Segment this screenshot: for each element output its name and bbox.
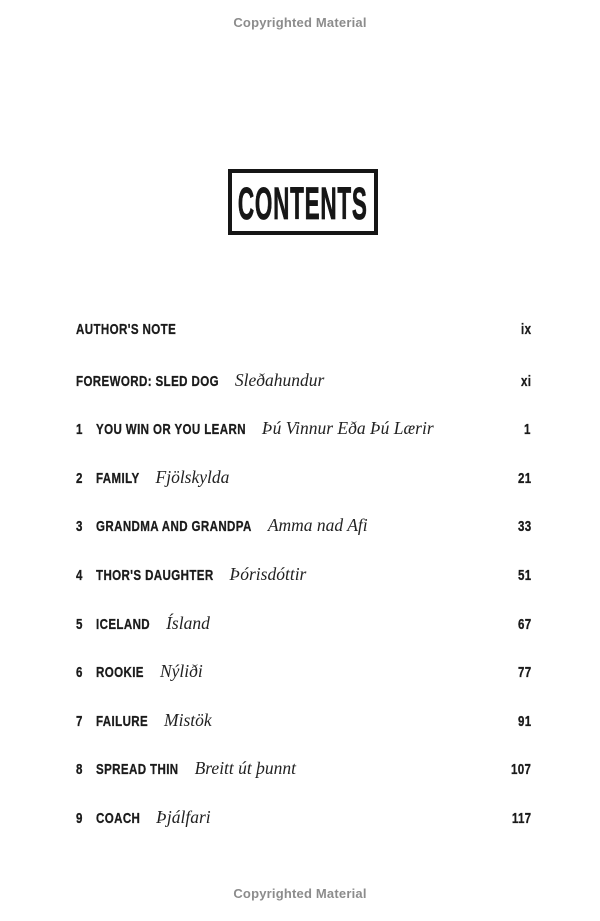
chapter-number: 4 xyxy=(76,566,83,584)
toc-entry xyxy=(76,613,531,662)
toc-entry xyxy=(76,467,531,516)
page-number: xi xyxy=(520,372,531,390)
page-number: ix xyxy=(520,321,531,338)
toc-entry xyxy=(76,807,531,856)
toc-entry xyxy=(76,370,531,419)
toc-entry xyxy=(76,758,531,807)
chapter-title: GRANDMA AND GRANDPA xyxy=(96,518,252,536)
chapter-title: AUTHOR'S NOTE xyxy=(76,321,177,338)
page-number: 1 xyxy=(524,421,531,439)
chapter-number: 3 xyxy=(76,518,83,536)
chapter-subtitle-icelandic: Ísland xyxy=(166,612,210,633)
chapter-number: 6 xyxy=(76,664,83,682)
copyright-notice-top: Copyrighted Material xyxy=(233,15,367,30)
page-number: 33 xyxy=(517,518,531,536)
chapter-number: 5 xyxy=(76,615,83,633)
chapter-subtitle-icelandic: Amma nad Afi xyxy=(267,515,368,536)
chapter-subtitle-icelandic: Fjölskylda xyxy=(155,466,230,487)
chapter-number: 9 xyxy=(76,809,83,827)
chapter-title: ROOKIE xyxy=(96,664,144,682)
chapter-title: YOU WIN OR YOU LEARN xyxy=(96,421,246,439)
page-number: 51 xyxy=(517,566,531,584)
chapter-number: 8 xyxy=(76,761,83,779)
chapter-number: 7 xyxy=(76,712,83,730)
chapter-number: 1 xyxy=(76,421,83,439)
toc-entry xyxy=(76,710,531,759)
chapter-title: ICELAND xyxy=(96,615,151,633)
page-number: 77 xyxy=(517,664,531,682)
chapter-subtitle-icelandic: Sleðahundur xyxy=(234,369,325,390)
toc-entry xyxy=(76,418,531,467)
page-number: 21 xyxy=(517,469,531,487)
chapter-title: SPREAD THIN xyxy=(96,761,179,779)
chapter-subtitle-icelandic: Þú Vinnur Eða Þú Lærir xyxy=(261,418,434,439)
page-number: 107 xyxy=(510,761,531,779)
copyright-notice-bottom: Copyrighted Material xyxy=(233,886,367,901)
chapter-title: FAILURE xyxy=(96,712,149,730)
chapter-subtitle-icelandic: Þjálfari xyxy=(156,806,211,827)
chapter-subtitle-icelandic: Þórisdóttir xyxy=(229,563,307,584)
page-number: 67 xyxy=(517,615,531,633)
chapter-number: 2 xyxy=(76,469,83,487)
contents-heading: CONTENTS xyxy=(238,177,368,229)
chapter-title: THOR'S DAUGHTER xyxy=(96,566,214,584)
toc-entry xyxy=(76,321,531,370)
toc-entry xyxy=(76,515,531,564)
chapter-title: FAMILY xyxy=(96,469,140,487)
table-of-contents xyxy=(76,321,531,856)
chapter-subtitle-icelandic: Nýliði xyxy=(159,661,203,682)
chapter-subtitle-icelandic: Breitt út þunnt xyxy=(194,758,297,779)
contents-heading-box xyxy=(228,169,378,235)
chapter-title: FOREWORD: SLED DOG xyxy=(76,372,219,390)
page-number: 91 xyxy=(517,712,531,730)
page-number: 117 xyxy=(511,809,531,827)
toc-entry xyxy=(76,661,531,710)
chapter-subtitle-icelandic: Mistök xyxy=(164,709,212,730)
toc-entry xyxy=(76,564,531,613)
chapter-title: COACH xyxy=(96,809,141,827)
